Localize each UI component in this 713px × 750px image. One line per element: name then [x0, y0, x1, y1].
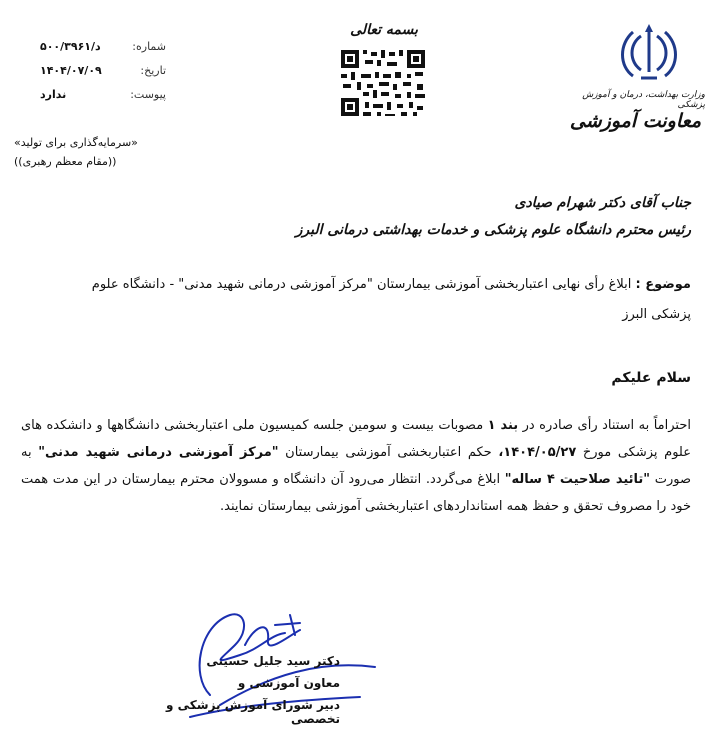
body-bold-hospital: "مرکز آموزشی درمانی شهید مدنی"	[38, 445, 279, 460]
addressee-title: رئیس محترم دانشگاه علوم پزشکی و خدمات بهداشتی درمانی البرز	[295, 222, 691, 238]
qr-code-icon	[337, 46, 429, 120]
body-bold-clause: بند ۱	[487, 418, 519, 433]
deputy-title: معاونت آموزشی	[569, 110, 701, 132]
attachment-value: ندارد	[40, 88, 67, 101]
greeting: سلام علیکم	[611, 370, 691, 386]
ministry-name: وزارت بهداشت، درمان و آموزش پزشکی	[582, 90, 705, 110]
basmala: بسمه تعالی	[350, 22, 418, 38]
subject-text: ابلاغ رأی نهایی اعتباربخشی آموزشی بیمارستان "مرکز آموزشی درمانی شهید مدنی" - دانشگاه علوم پزشکی البرز	[91, 277, 691, 322]
body-paragraph-2: انتظار می‌رود آن دانشگاه و مسوولان محترم بیمارستان در این مدت همت خود را مصروف تحقق و حفظ همه استانداردهای اعتباربخشی آموزشی بیمارستان نمایند.	[21, 472, 691, 514]
signatory-title-2: دبیر شورای آموزش پزشکی و تخصصی	[166, 698, 340, 726]
body-text: مصوبات بیست و سومین جلسه کمیسیون ملی اعتباربخشی دانشگاهها و دانشکده های علوم پزشکی مورخ	[21, 418, 691, 460]
attachment-label: پیوست:	[130, 88, 166, 101]
letter-number-row	[16, 40, 166, 58]
slogan: «سرمایه‌گذاری برای تولید»	[14, 136, 138, 149]
signatory-title-1: معاون آموزشی و	[237, 676, 340, 690]
body-bold-date: ۱۴۰۴/۰۵/۲۷،	[498, 445, 577, 460]
date-value: ۱۴۰۴/۰۷/۰۹	[40, 64, 102, 77]
number-value: د/۵۰۰/۳۹۶۱	[40, 40, 101, 53]
body-bold-verdict: "تائید صلاحیت ۴ ساله"	[504, 472, 651, 487]
slogan-source: ((مقام معظم رهبری))	[14, 155, 117, 168]
letter-date-row	[16, 64, 166, 82]
subject-label: موضوع :	[635, 277, 691, 292]
letter-body	[21, 412, 691, 520]
body-text: ابلاغ می‌گردد.	[425, 472, 505, 487]
iran-emblem-icon	[619, 22, 679, 84]
signatory-name: دکتر سید جلیل حسینی	[206, 654, 340, 668]
attachment-row	[16, 88, 166, 106]
body-text: حکم اعتباربخشی آموزشی بیمارستان	[278, 445, 499, 460]
date-label: تاریخ:	[140, 64, 166, 77]
subject-line	[71, 270, 691, 330]
addressee-name: جناب آقای دکتر شهرام صیادی	[514, 195, 691, 211]
body-text: به صورت	[21, 445, 691, 487]
number-label: شماره:	[132, 40, 166, 53]
body-text: احتراماً به استناد رأی صادره در	[518, 418, 691, 433]
